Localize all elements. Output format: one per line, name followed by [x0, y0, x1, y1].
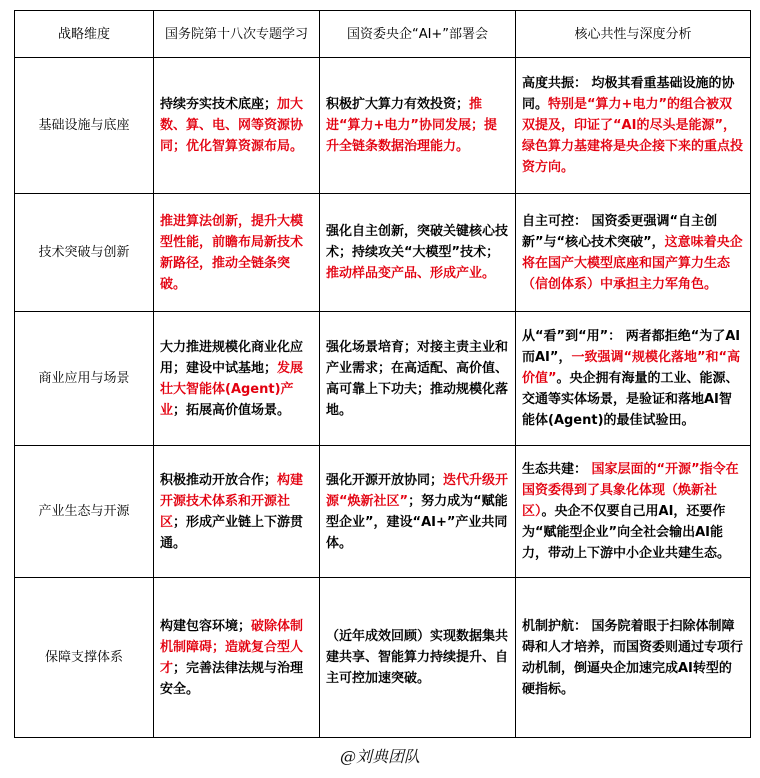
body-text: 高度共振： 均极其看重基础设施的协同。 — [522, 76, 735, 112]
highlight-text: 国家层面的“开源”指令在国资委得到了具象化体现（焕新社区） — [522, 462, 739, 519]
body-text: 机制护航： 国务院着眼于扫除体制障碍和人才培养，而国资委则通过专项行动机制，倒逼央企加速完成AI转型的硬指标。 — [522, 618, 744, 697]
highlight-text: 一致强调“规模化落地”和“高价值” — [522, 350, 741, 386]
header-sasac: 国资委央企“AI+”部署会 — [320, 11, 516, 58]
highlight-text: 推动样品变产品、形成产业。 — [326, 266, 496, 281]
cell-analysis — [516, 312, 751, 446]
table-row — [15, 446, 751, 578]
table-body — [15, 58, 751, 738]
cell-sasac — [320, 194, 516, 312]
comparison-table — [14, 10, 751, 738]
table-row — [15, 312, 751, 446]
highlight-text: 这意味着央企将在国产大模型底座和国产算力生态（信创体系）中承担主力军角色。 — [522, 234, 743, 292]
body-text: 从“看”到“用”： 两者都拒绝“为了AI而AI”， — [522, 329, 741, 365]
highlight-text: 绿色算力基建将是央企接下来的重点投资方向。 — [522, 139, 744, 175]
cell-dimension: 基础设施与底座 — [15, 58, 154, 194]
watermark-team: @刘典团队 — [339, 747, 420, 766]
cell-dimension: 保障支撑体系 — [15, 578, 154, 738]
body-text: 积极扩大算力有效投资； — [326, 97, 470, 112]
body-text: ；形成产业链上下游贯通。 — [160, 514, 304, 551]
cell-analysis — [516, 578, 751, 738]
cell-state-council — [154, 194, 320, 312]
body-text: 生态共建： — [522, 462, 592, 477]
body-text: 。央企拥有海量的工业、能源、交通等实体场景，是验证和落地AI智能体(Agent)的最佳试验田。 — [522, 371, 739, 428]
table-row — [15, 58, 751, 194]
body-text: 强化自主创新，突破关键核心技术；持续攻关“大模型”技术； — [326, 224, 509, 260]
cell-analysis — [516, 58, 751, 194]
header-dimension: 战略维度 — [15, 11, 154, 58]
header-analysis: 核心共性与深度分析 — [516, 11, 751, 58]
cell-state-council — [154, 312, 320, 446]
highlight-text: 加大数、算、电、网等资源协同；优化智算资源布局。 — [160, 97, 304, 154]
body-text: 强化场景培育；对接主责主业和产业需求；在高适配、高价值、高可靠上下功夫；推动规模化落地。 — [326, 339, 509, 418]
body-text: 构建包容环境； — [160, 618, 252, 634]
cell-sasac — [320, 446, 516, 578]
body-text: 大力推进规模化商业化应用；建设中试基地； — [160, 339, 304, 376]
body-text: （近年成效回顾）实现数据集共建共享、智能算力持续提升、自主可控加速突破。 — [326, 629, 509, 686]
highlight-text: 破除体制机制障碍；造就复合型人才 — [160, 618, 304, 676]
cell-sasac — [320, 58, 516, 194]
cell-dimension: 技术突破与创新 — [15, 194, 154, 312]
cell-state-council — [154, 578, 320, 738]
body-text: 。央企不仅要自己用AI，还要作为“赋能型企业”向全社会输出AI能力，带动上下游中小企业共建生态。 — [522, 504, 731, 561]
body-text: ；拓展高价值场景。 — [173, 402, 291, 418]
body-text: 持续夯实技术底座； — [160, 97, 278, 112]
table-row — [15, 578, 751, 738]
table-row — [15, 194, 751, 312]
body-text: ；完善法律法规与治理安全。 — [160, 660, 304, 697]
body-text: ；努力成为“赋能型企业”，建设“AI+”产业共同体。 — [326, 493, 508, 551]
highlight-text: 推进算法创新，提升大模型性能，前瞻布局新技术新路径，推动全链条突破。 — [160, 213, 304, 292]
cell-sasac — [320, 312, 516, 446]
header-state-council: 国务院第十八次专题学习 — [154, 11, 320, 58]
cell-state-council — [154, 58, 320, 194]
cell-dimension: 商业应用与场景 — [15, 312, 154, 446]
highlight-text: 迭代升级开源“焕新社区” — [326, 472, 509, 509]
cell-state-council — [154, 446, 320, 578]
cell-analysis — [516, 194, 751, 312]
highlight-text: 构建开源技术体系和开源社区 — [160, 472, 304, 530]
cell-dimension: 产业生态与开源 — [15, 446, 154, 578]
highlight-text: 推进“算力+电力”协同发展；提升全链条数据治理能力。 — [326, 97, 497, 154]
cell-analysis — [516, 446, 751, 578]
body-text: 自主可控： 国资委更强调“自主创新”与“核心技术突破”， — [522, 213, 718, 250]
table-header-row — [15, 11, 751, 58]
highlight-text: 发展壮大智能体(Agent)产业 — [160, 360, 304, 418]
highlight-text: 特别是“算力+电力”的组合被双双提及，印证了“AI的尽头是能源”， — [522, 97, 736, 133]
cell-sasac — [320, 578, 516, 738]
body-text: 积极推动开放合作； — [160, 472, 278, 488]
body-text: 强化开源开放协同； — [326, 472, 444, 488]
